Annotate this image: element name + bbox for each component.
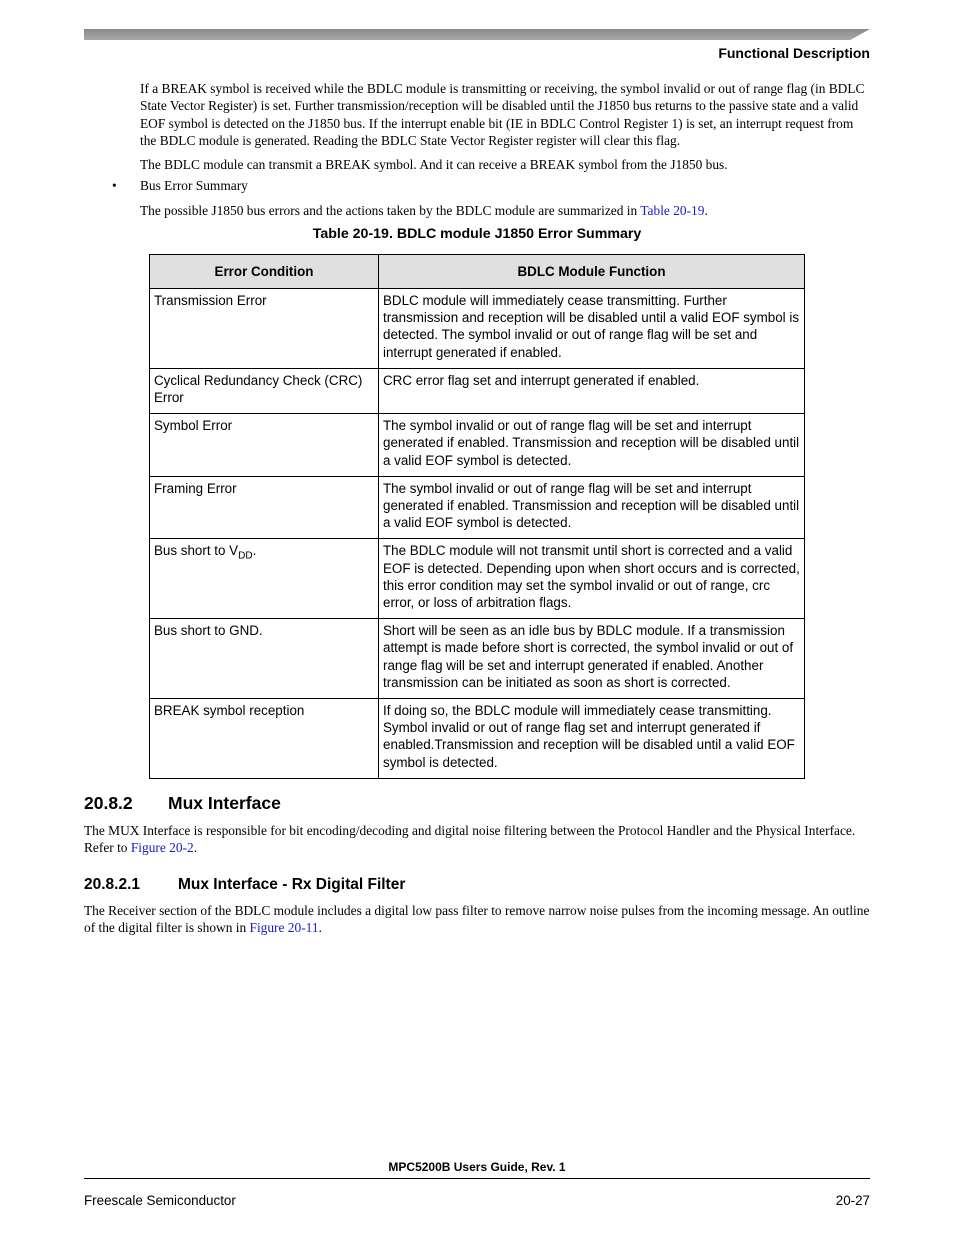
condition-suffix: . xyxy=(252,543,257,559)
running-header: Functional Description xyxy=(718,45,870,61)
footer-company: Freescale Semiconductor xyxy=(84,1193,236,1208)
row-function: BDLC module will immediately cease transmitting. Further transmission and reception will be disabled until a valid EOF symbol is detected. The symbol invalid or out of range flag will be set and interrupt generated if enabled. xyxy=(379,289,805,369)
break-paragraph: If a BREAK symbol is received while the BDLC module is transmitting or receiving, the symbol invalid or out of range flag (in BDLC State Vector Register) is set. Further transmission/reception will be disabled until the J1850 bus returns to the passive state and a valid EOF symbol is detected on the J1850 bus. If the interrupt enable bit (IE in BDLC Control Register 1) is set, an interrupt request from the BDLC module is generated. Reading the BDLC State Vector Register register will clear this flag. xyxy=(140,81,865,148)
rx-end: . xyxy=(318,920,322,936)
table-row xyxy=(150,289,805,369)
mux-paragraph xyxy=(84,822,870,857)
table-row xyxy=(150,476,805,539)
table-header-row xyxy=(150,255,805,289)
table-row xyxy=(150,539,805,619)
error-summary-table xyxy=(149,254,805,779)
row-function: The symbol invalid or out of range flag will be set and interrupt generated if enabled. Transmission and reception will be disabled until a valid EOF symbol is detected. xyxy=(379,414,805,477)
subsection-title: Mux Interface - Rx Digital Filter xyxy=(178,876,406,893)
section-heading-mux xyxy=(84,793,281,814)
row-condition xyxy=(150,539,379,619)
row-condition: Framing Error xyxy=(150,476,379,539)
row-function: The BDLC module will not transmit until short is corrected and a valid EOF is detected. Depending upon when short occurs and is corrected, this error condition may set the symbol invalid or out of range, crc error, or loss of arbitration flags. xyxy=(379,539,805,619)
condition-subscript: DD xyxy=(238,551,253,563)
table-title: Table 20-19. BDLC module J1850 Error Summary xyxy=(312,226,642,242)
row-function: If doing so, the BDLC module will immediately cease transmitting. Symbol invalid or out of range flag set and interrupt generated if enabled.Transmission and reception will be disabled until a valid EOF symbol is detected. xyxy=(379,699,805,779)
section-heading-rx-filter xyxy=(84,876,405,894)
row-condition: BREAK symbol reception xyxy=(150,699,379,779)
footer-divider xyxy=(84,1178,870,1179)
table-row xyxy=(150,619,805,699)
section-title: Mux Interface xyxy=(168,793,281,813)
table-link[interactable]: Table 20-19 xyxy=(640,203,705,218)
rx-paragraph xyxy=(84,902,870,937)
figure-link[interactable]: Figure 20-2 xyxy=(130,840,194,856)
row-condition: Bus short to GND. xyxy=(150,619,379,699)
row-condition: Cyclical Redundancy Check (CRC) Error xyxy=(150,368,379,413)
row-condition: Transmission Error xyxy=(150,289,379,369)
section-number: 20.8.2 xyxy=(84,793,133,813)
rx-text: The Receiver section of the BDLC module includes a digital low pass filter to remove narrow noise pulses from the incoming message. An outline of the digital filter is shown in xyxy=(84,903,870,936)
subsection-number: 20.8.2.1 xyxy=(84,876,141,893)
bullet-marker: • xyxy=(112,178,117,193)
mux-text: The MUX Interface is responsible for bit encoding/decoding and digital noise filtering between the Protocol Handler and the Physical Interface. Refer to xyxy=(84,823,856,856)
transmit-paragraph: The BDLC module can transmit a BREAK symbol. And it can receive a BREAK symbol from the J1850 bus. xyxy=(140,157,728,172)
table-row xyxy=(150,699,805,779)
table-row xyxy=(150,414,805,477)
summary-paragraph xyxy=(140,202,870,219)
page-number: 20-27 xyxy=(835,1193,870,1208)
mux-end: . xyxy=(193,840,198,856)
header-error-condition: Error Condition xyxy=(150,255,379,289)
row-function: Short will be seen as an idle bus by BDLC module. If a transmission attempt is made before short is corrected, the symbol invalid or out of range flag will be set and interrupt generated if enabled. Another transmission can be initiated as soon as short is corrected. xyxy=(379,619,805,699)
header-bar xyxy=(84,29,870,40)
figure-link[interactable]: Figure 20-11 xyxy=(249,920,319,936)
header-module-function: BDLC Module Function xyxy=(379,255,805,289)
row-function: The symbol invalid or out of range flag will be set and interrupt generated if enabled. Transmission and reception will be disabled until a valid EOF symbol is detected. xyxy=(379,476,805,539)
bullet-item: Bus Error Summary xyxy=(140,178,248,193)
footer-guide-title: MPC5200B Users Guide, Rev. 1 xyxy=(388,1160,566,1174)
condition-prefix: Bus short to V xyxy=(154,543,239,559)
row-function: CRC error flag set and interrupt generated if enabled. xyxy=(379,368,805,413)
summary-end: . xyxy=(704,203,708,218)
row-condition: Symbol Error xyxy=(150,414,379,477)
summary-text: The possible J1850 bus errors and the actions taken by the BDLC module are summarized in xyxy=(140,203,641,218)
table-row xyxy=(150,368,805,413)
